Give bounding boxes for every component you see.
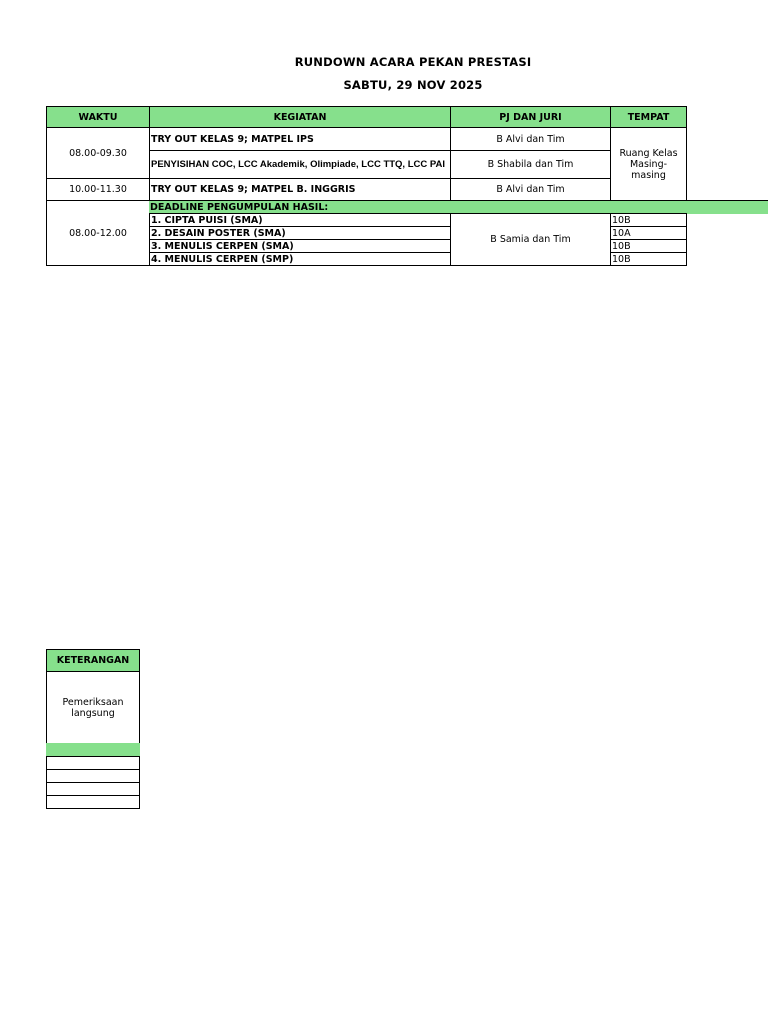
header-pj-juri: PJ DAN JURI xyxy=(450,106,611,128)
deadline-item-1: 1. CIPTA PUISI (SMA) xyxy=(149,213,451,227)
keterangan-empty-row-4 xyxy=(46,795,140,809)
title-line-2: SABTU, 29 NOV 2025 xyxy=(343,78,483,92)
header-tempat: TEMPAT xyxy=(610,106,687,128)
deadline-item-4: 4. MENULIS CERPEN (SMP) xyxy=(149,252,451,266)
pj-cell-1: B Alvi dan Tim xyxy=(450,127,611,151)
deadline-item-2: 2. DESAIN POSTER (SMA) xyxy=(149,226,451,240)
activity-cell-1: TRY OUT KELAS 9; MATPEL IPS xyxy=(149,127,451,151)
keterangan-green-row xyxy=(46,743,140,757)
pj-cell-4: B Samia dan Tim xyxy=(450,213,611,266)
room-cell-3: 10B xyxy=(610,239,687,253)
pj-cell-3: B Alvi dan Tim xyxy=(450,178,611,201)
room-cell-4: 10B xyxy=(610,252,687,266)
time-cell-2: 10.00-11.30 xyxy=(46,178,150,201)
activity-cell-3: TRY OUT KELAS 9; MATPEL B. INGGRIS xyxy=(149,178,451,201)
time-cell-3: 08.00-12.00 xyxy=(46,200,150,266)
keterangan-empty-row-2 xyxy=(46,769,140,783)
deadline-row: DEADLINE PENGUMPULAN HASIL: xyxy=(149,200,768,214)
keterangan-header: KETERANGAN xyxy=(46,649,140,672)
keterangan-note: Pemeriksaan langsung xyxy=(46,671,140,744)
room-cell-2: 10A xyxy=(610,226,687,240)
place-cell-merged: Ruang Kelas Masing-masing xyxy=(610,127,687,201)
room-cell-1: 10B xyxy=(610,213,687,227)
header-waktu: WAKTU xyxy=(46,106,150,128)
title-line-1: RUNDOWN ACARA PEKAN PRESTASI xyxy=(294,55,532,69)
time-cell-1: 08.00-09.30 xyxy=(46,127,150,179)
keterangan-empty-row-3 xyxy=(46,782,140,796)
activity-cell-2: PENYISIHAN COC, LCC Akademik, Olimpiade, LCC TTQ, LCC PAI xyxy=(149,150,451,179)
deadline-item-3: 3. MENULIS CERPEN (SMA) xyxy=(149,239,451,253)
pj-cell-2: B Shabila dan Tim xyxy=(450,150,611,179)
keterangan-empty-row-1 xyxy=(46,756,140,770)
header-kegiatan: KEGIATAN xyxy=(149,106,451,128)
